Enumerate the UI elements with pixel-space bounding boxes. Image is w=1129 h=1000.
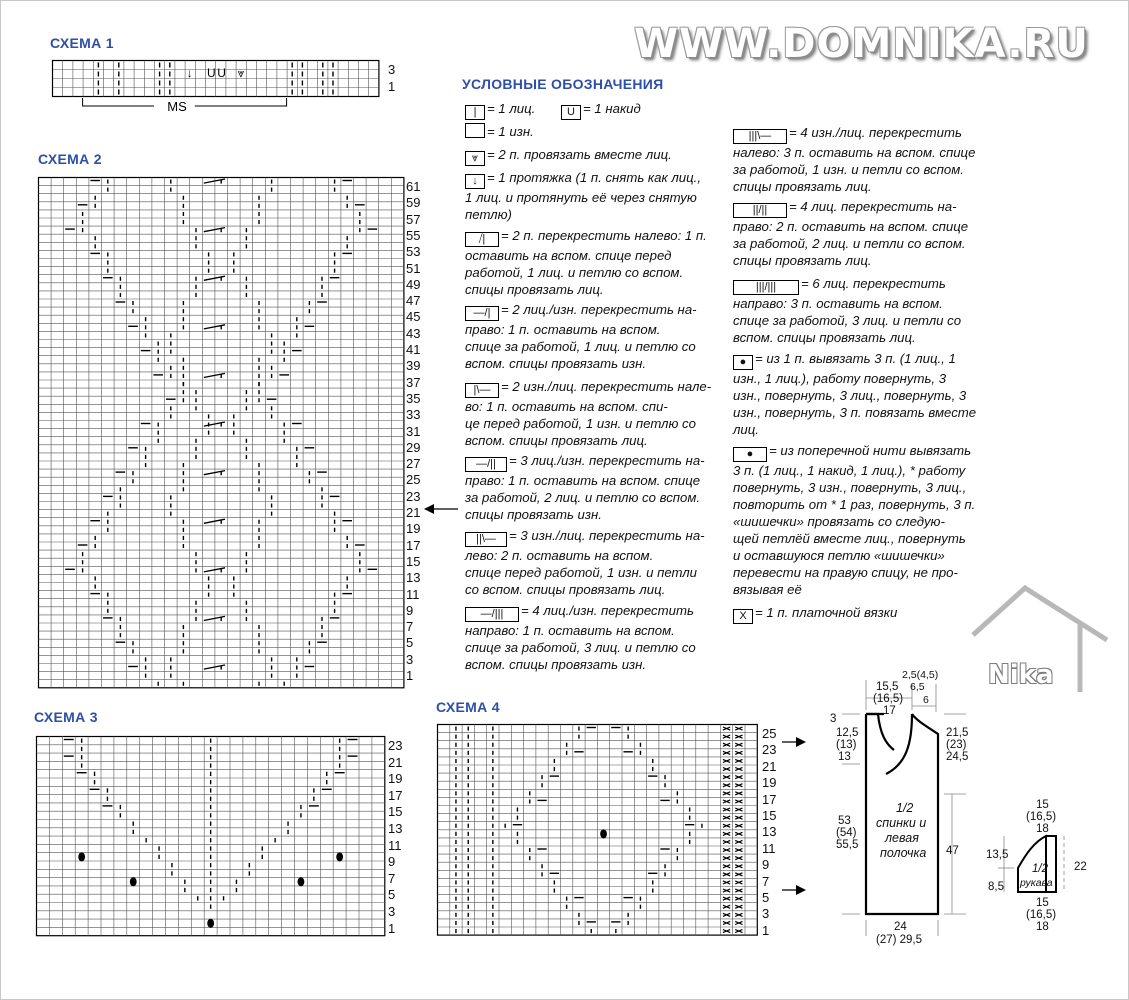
row-number-label: 21 [388, 754, 403, 770]
row-number-label: 3 [762, 906, 770, 922]
sleeve-side-dim: 8,5 [988, 881, 1004, 893]
pattern-title: полочка [880, 846, 927, 860]
row-number-label: 15 [388, 804, 403, 820]
legend-heading: УСЛОВНЫЕ ОБОЗНАЧЕНИЯ [462, 76, 664, 92]
row-number-label: 11 [388, 837, 402, 853]
row-number-label: 9 [388, 854, 396, 870]
row-number-label: 35 [406, 390, 421, 406]
row-arrow-icon [782, 735, 806, 749]
nika-logo-text: Nika [988, 660, 1054, 690]
row-number-label: 15 [762, 808, 777, 823]
armhole-right-dim: 21,5 [946, 727, 969, 739]
row-number-label: 1 [388, 920, 396, 936]
yarn-over-icon: U [561, 105, 581, 120]
row-number-label: 19 [762, 775, 777, 791]
top-width-dim: 15,5 [876, 681, 899, 693]
row-number-label: 25 [762, 726, 777, 741]
sleeve-title: рукава [1020, 877, 1053, 889]
sleeve-length-dim: 22 [1074, 861, 1087, 873]
cross-4-left-purl-knit-icon: |||\— [733, 129, 787, 144]
row-number-label: 19 [406, 521, 421, 537]
sleeve-bottom-dim: 18 [1036, 921, 1049, 933]
shoulder-drop-dim: 3 [830, 713, 837, 725]
neck-dim: 2,5(4,5) [902, 669, 939, 681]
armhole-left-dim: 12,5 [836, 727, 859, 739]
knit-stitch-icon: | [465, 105, 485, 120]
legend-item: |||\— = 4 изн./лиц. перекрестить налево: 3 п. оставить на вспом. спице за работой, 1 изн. и петли со вспом. спицы провязать лиц. [733, 125, 976, 194]
row-number-label: 9 [762, 857, 770, 873]
schema1-row-label: 3 [388, 62, 396, 77]
bobble-mark [600, 829, 607, 838]
cross-4-right-knit-purl-icon: —/||| [465, 607, 519, 622]
bobble-icon: ● [733, 355, 753, 370]
top-width-dim: (16,5) [873, 693, 904, 705]
schema4-heading: СХЕМА 4 [436, 699, 500, 715]
bottom-width-dim: 24 [894, 921, 907, 933]
pattern-title: спинки и [876, 816, 927, 830]
armhole-right-dim: 24,5 [946, 751, 969, 763]
cross-3-left-purl-knit-icon: ||\— [465, 532, 507, 547]
bobble-mark [130, 877, 137, 886]
row-number-label: 13 [762, 824, 777, 840]
schema3-heading: СХЕМА 3 [34, 709, 98, 725]
bobble-mark [78, 852, 85, 861]
legend-item: —/|| = 3 лиц./изн. перекрестить на- право: 1 п. оставить на вспом. спице за работой, 2 лиц. и петлю со вспом. спицы провязать изн. [465, 453, 705, 522]
purl-stitch-icon [465, 123, 485, 138]
row-number-label: 49 [406, 276, 421, 292]
row-number-label: 23 [762, 742, 777, 758]
row-number-label: 57 [406, 211, 421, 227]
row-number-label: 17 [406, 537, 421, 553]
armhole-right-dim: (23) [946, 739, 967, 751]
sleeve-top-dim: 18 [1036, 823, 1049, 835]
sleeve-top-dim: 15 [1036, 799, 1049, 811]
sleeve-bottom-dim: (16,5) [1026, 909, 1057, 921]
slip-knit-pass-icon: ↓ [465, 174, 485, 189]
schema2-heading: СХЕМА 2 [38, 151, 102, 167]
sleeve-top-dim: (16,5) [1026, 811, 1057, 823]
neck-dim: 6,5 [910, 681, 925, 693]
row-number-label: 53 [406, 244, 421, 260]
body-length-dim: (54) [836, 827, 857, 839]
legend-item: ⩔ = 2 п. провязать вместе лиц. [465, 146, 672, 166]
special-stitch-mark: U [207, 66, 216, 80]
row-number-label: 21 [406, 505, 421, 520]
cross-6-right-knit-icon: |||/||| [733, 280, 799, 295]
legend-item: ● = из поперечной нити вывязать 3 п. (1 лиц., 1 накид, 1 лиц.), * работу повернуть, 3 изн., повернуть, 3 лиц., повторить от * 1 раз, повернуть, 3 п. «шишечки» провязать со следую- щей петлёй вместе лиц., повернуть и оставшуюся петлю «шишечки» перевести на правую спицу, не про- вязывая её [733, 443, 976, 597]
row-number-label: 51 [406, 260, 421, 276]
row-number-label: 7 [406, 619, 414, 635]
cross-4-right-knit-icon: ||/|| [733, 203, 787, 218]
sleeve-cap-dim: 13,5 [986, 849, 1009, 861]
row-number-label: 25 [406, 472, 421, 488]
special-stitch-mark: ⩔ [237, 66, 245, 80]
row-number-label: 17 [388, 787, 403, 803]
row-arrow-icon [424, 502, 460, 516]
bobble-mark [336, 852, 343, 861]
row-arrow-icon [782, 883, 806, 897]
special-stitch-mark: ↓ [186, 66, 193, 80]
armhole-left-dim: (13) [836, 739, 857, 751]
row-number-label: 21 [762, 758, 777, 774]
schema1-heading: СХЕМА 1 [50, 35, 114, 51]
row-number-label: 29 [406, 439, 421, 455]
special-stitch-mark: U [217, 66, 226, 80]
legend-item: ● = из 1 п. вывязать 3 п. (1 лиц., 1 изн., 1 лиц.), работу повернуть, 3 изн., повернуть, 3 лиц., повернуть, 3 изн., повернуть, 3 п. повязать вместе лиц. [733, 351, 977, 437]
pattern-title: 1/2 [896, 801, 914, 815]
schema1-chart [52, 60, 392, 118]
legend-item: |\— = 2 изн./лиц. перекрестить нале- во: 1 п. оставить на вспом. спи- це перед работой, 1 изн. и петлю со вспом. спицы провязать лиц. [465, 379, 712, 448]
bobble-mark [298, 877, 305, 886]
row-number-label: 33 [406, 407, 421, 423]
row-number-label: 1 [406, 668, 414, 683]
row-number-label: 47 [406, 293, 421, 309]
side-length-dim: 47 [946, 845, 959, 857]
schema1-row-label: 1 [388, 79, 396, 94]
sleeve-pattern-schematic [984, 792, 1094, 942]
row-number-label: 27 [406, 456, 421, 472]
legend-item: —/||| = 4 лиц./изн. перекрестить направо: 1 п. оставить на вспом. спице за работой, 3 лиц. и петлю со вспом. спицы провязать изн. [465, 603, 696, 672]
row-number-label: 11 [762, 840, 776, 856]
legend-item: |||/||| = 6 лиц. перекрестить направо: 3 п. оставить на вспом. спице за работой, 3 лиц. и петли со вспом. спицы провязать лиц. [733, 276, 962, 345]
k2tog-icon: ⩔ [465, 151, 485, 166]
cross-3-right-knit-purl-icon: —/|| [465, 457, 507, 472]
legend-item: | = 1 лиц. [465, 100, 535, 120]
legend-item: ⧸| = 2 п. перекрестить налево: 1 п. оставить на вспом. спице перед работой, 1 лиц. и петлю со вспом. спицы провязать лиц. [465, 228, 707, 297]
schema4-chart [437, 724, 757, 940]
bottom-width-dim: (27) 29,5 [876, 934, 923, 946]
row-number-label: 43 [406, 325, 421, 341]
row-number-label: 1 [762, 922, 770, 938]
schema2-chart [38, 177, 404, 689]
row-number-label: 3 [388, 904, 396, 919]
legend-item: U = 1 накид [561, 100, 641, 120]
row-number-label: 59 [406, 195, 421, 211]
row-number-label: 15 [406, 553, 421, 569]
legend-item: ||\— = 3 изн./лиц. перекрестить на- лево: 2 п. оставить на вспом. спице перед работой, 1 изн. и петли со вспом. спицы провязать лиц. [465, 528, 705, 597]
row-number-label: 11 [406, 586, 420, 602]
pattern-title: левая [885, 831, 919, 845]
row-number-label: 13 [388, 821, 403, 836]
row-number-label: 39 [406, 358, 421, 374]
legend-item: —/| = 2 лиц./изн. перекрестить на- право: 1 п. оставить на вспом. спице за работой, 1 лиц. и петлю со вспом. спицы провязать изн. [465, 302, 697, 371]
top-width-dim: 17 [883, 705, 896, 717]
row-number-label: 13 [406, 570, 421, 586]
body-length-dim: 53 [838, 815, 851, 827]
row-number-label: 5 [762, 890, 770, 905]
legend-item: X = 1 п. платочной вязки [733, 604, 897, 624]
cross-2-left-purl-knit-icon: |\— [465, 383, 499, 398]
neck-dim: 6 [923, 694, 929, 706]
row-number-label: 3 [406, 651, 414, 667]
row-number-label: 31 [406, 423, 421, 439]
sleeve-title: 1/2 [1032, 863, 1048, 875]
row-number-label: 45 [406, 309, 421, 325]
bobble-from-strand-icon: ● [733, 447, 767, 462]
row-number-label: 23 [388, 738, 403, 753]
site-watermark: WWW.DOMNIKA.RU [634, 21, 1089, 67]
legend-item: = 1 изн. [465, 123, 534, 140]
body-pattern-schematic [826, 664, 986, 949]
row-number-label: 55 [406, 227, 421, 243]
sleeve-bottom-dim: 15 [1036, 897, 1049, 909]
row-number-label: 17 [762, 791, 777, 807]
armhole-left-dim: 13 [838, 751, 851, 763]
garter-stitch-icon: X [733, 609, 753, 624]
row-number-label: 7 [762, 873, 770, 889]
body-length-dim: 55,5 [836, 839, 859, 851]
schema3-chart [36, 736, 386, 940]
legend-item: ||/|| = 4 лиц. перекрестить на- право: 2 п. оставить на вспом. спице за работой, 2 лиц. и петли со вспом. спицы провязать лиц. [733, 199, 969, 268]
row-number-label: 5 [406, 635, 414, 651]
row-number-label: 5 [388, 887, 396, 903]
row-number-label: 7 [388, 870, 396, 886]
legend-item: ↓ = 1 протяжка (1 п. снять как лиц., 1 лиц. и протянуть её через снятую петлю) [465, 170, 702, 222]
cross-2-left-icon: ⧸| [465, 232, 499, 247]
ms-label: MS [167, 99, 187, 114]
row-number-label: 23 [406, 488, 421, 504]
row-number-label: 9 [406, 602, 414, 618]
bobble-mark [207, 919, 214, 928]
row-number-label: 41 [406, 342, 421, 357]
row-number-label: 61 [406, 179, 421, 194]
cross-2-right-knit-purl-icon: —/| [465, 306, 499, 321]
row-number-label: 37 [406, 374, 421, 390]
row-number-label: 19 [388, 771, 403, 787]
